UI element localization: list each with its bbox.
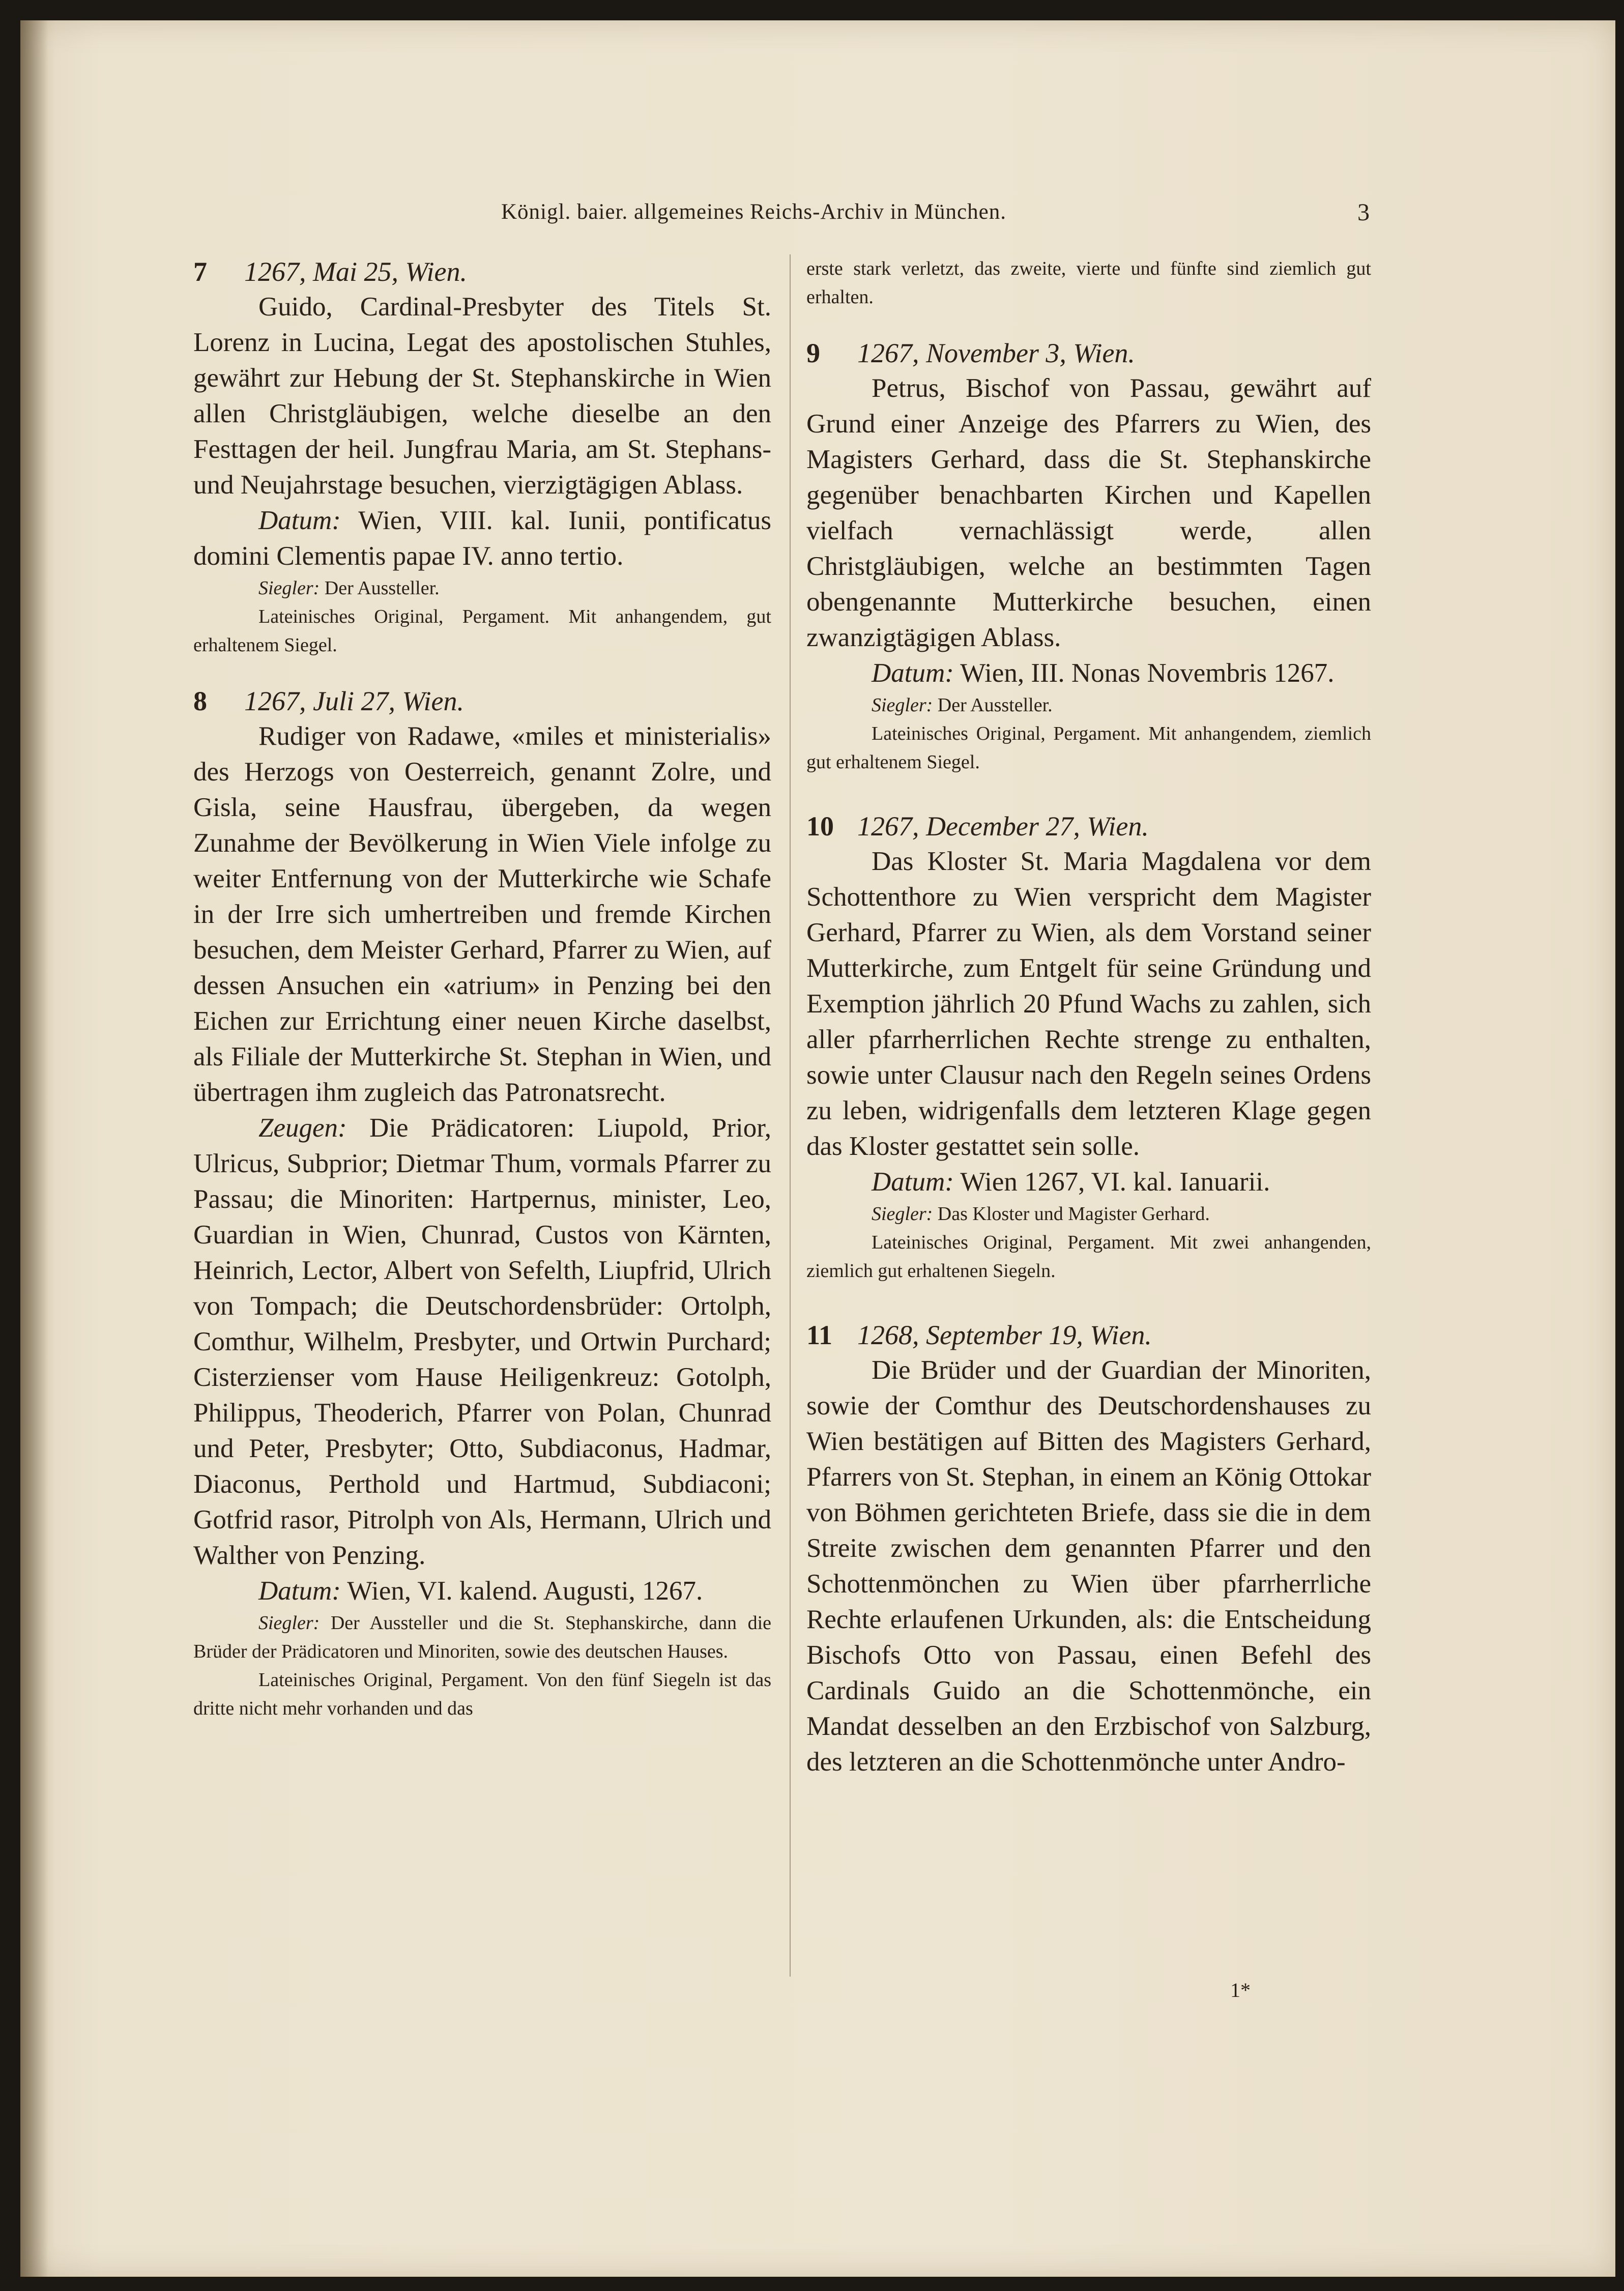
- entry-heading: [806, 336, 1371, 370]
- entry-note: Lateinisches Original, Pergament. Von den fünf Siegeln ist das dritte nicht mehr vorhanden und das: [193, 1669, 771, 1719]
- siegler-label: Siegler:: [258, 577, 320, 599]
- entry-heading: [193, 684, 771, 718]
- left-column: [193, 254, 771, 1723]
- datum-label: Datum:: [872, 658, 954, 688]
- entry-datum: [193, 1573, 771, 1609]
- datum-value: Wien, VIII. kal. Iunii, pontificatus domini Clementis papae IV. anno tertio.: [193, 506, 771, 571]
- datum-value: Wien, VI. kalend. Augusti, 1267.: [347, 1576, 703, 1606]
- entry-text: Guido, Cardinal-Presbyter des Titels St. Lorenz in Lucina, Legat des apostolischen Stuhles, gewährt zur Hebung der St. Stephanskirche in Wien allen Christgläubigen, welche dieselbe an den Festtagen der heil. Jungfrau Maria, am St. Stephans- und Neujahrstage besuchen, vierzigtägigen Ablass.: [193, 292, 771, 500]
- entry-siegler: [806, 691, 1371, 719]
- entry-text: Rudiger von Radawe, «miles et ministerialis» des Herzogs von Oesterreich, genannt Zolre, und Gisla, seine Hausfrau, übergeben, da wegen Zunahme der Bevölkerung in Wien Viele infolge zu weiter Entfernung von der Mutterkirche wie Schafe in der Irre sich umhertreiben und fremde Kirchen besuchen, dem Meister Gerhard, Pfarrer zu Wien, auf dessen Ansuchen ein «atrium» in Penzing bei den Eichen zur Errichtung einer neuen Kirche daselbst, als Filiale der Mutterkirche St. Stephan in Wien, und übertragen ihm zugleich das Patronatsrecht.: [193, 721, 771, 1107]
- siegler-value: Der Aussteller.: [937, 694, 1053, 716]
- entry-datum: [806, 655, 1371, 691]
- entry-text: Das Kloster St. Maria Magdalena vor dem Schottenthore zu Wien verspricht dem Magister Gerhard, Pfarrer zu Wien, als dem Vorstand seiner Mutterkirche, zum Entgelt für seine Gründung und Exemption jährlich 20 Pfund Wachs zu zahlen, sich aller pfarrherrlichen Rechte strenge zu enthalten, sowie unter Clausur nach den Regeln seines Ordens zu leben, widrigenfalls dem letzteren Klage gegen das Kloster gestattet sein solle.: [806, 847, 1371, 1161]
- siegler-value: Das Kloster und Magister Gerhard.: [937, 1203, 1210, 1225]
- datum-value: Wien 1267, VI. kal. Ianuarii.: [960, 1167, 1270, 1197]
- entry-heading: [193, 254, 771, 289]
- entry-note: Lateinisches Original, Pergament. Mit anhangendem, gut erhaltenem Siegel.: [193, 606, 771, 656]
- datum-label: Datum:: [258, 1576, 341, 1606]
- entry-text: Die Brüder und der Guardian der Minoriten, sowie der Comthur des Deutschordenshauses zu Wien bestätigen auf Bitten des Magisters Gerhard, Pfarrers von St. Stephan, in einem an König Ottokar von Böhmen gerichteten Briefe, dass sie die in dem Streite zwischen dem genannten Pfarrer und den Schottenmönchen zu Wien über pfarrherrliche Rechte erlaufenen Urkunden, als: die Entscheidung Bischofs Otto von Passau, einen Befehl des Cardinals Guido an die Schottenmönche, ein Mandat desselben an den Erzbischof von Salzburg, des letzteren an die Schottenmönche unter Andro-: [806, 1355, 1371, 1777]
- entry-zeugen: [193, 1110, 771, 1573]
- entry-date: 1267, Juli 27, Wien.: [244, 686, 464, 716]
- siegler-label: Siegler:: [258, 1612, 320, 1634]
- entry-date: 1267, November 3, Wien.: [857, 338, 1135, 368]
- entry-siegler: [193, 574, 771, 602]
- datum-value: Wien, III. Nonas Novembris 1267.: [960, 658, 1335, 688]
- zeugen-value: Die Prädicatoren: Liupold, Prior, Ulricus, Subprior; Dietmar Thum, vormals Pfarrer zu Passau; die Minoriten: Hartpernus, minister, Leo, Guardian in Wien, Chunrad, Custos von Kärnten, Heinrich, Lector, Albert von Sefelth, Liupfrid, Ulrich von Tompach; die Deutschordensbrüder: Ortolph, Comthur, Wilhelm, Presbyter, und Ortwin Purchard; Cisterzienser vom Hause Heiligenkreuz: Gotolph, Philippus, Theoderich, Pfarrer von Polan, Chunrad und Peter, Presbyter; Otto, Subdiaconus, Hadmar, Diaconus, Perthold und Hartmud, Subdiaconi; Gotfrid rasor, Pitrolph von Als, Hermann, Ulrich und Walther von Penzing.: [193, 1113, 771, 1570]
- page-number: 3: [1357, 199, 1370, 226]
- entry-number: 8: [193, 686, 207, 716]
- entry-number: 9: [806, 338, 820, 368]
- datum-label: Datum:: [872, 1167, 954, 1197]
- signature-mark: 1*: [1230, 1979, 1251, 2002]
- entry-note: Lateinisches Original, Pergament. Mit anhangendem, ziemlich gut erhaltenem Siegel.: [806, 723, 1371, 773]
- entry-heading: [806, 1318, 1371, 1352]
- entry-text: Petrus, Bischof von Passau, gewährt auf Grund einer Anzeige des Pfarrers zu Wien, des Magisters Gerhard, dass die St. Stephanskirche gegenüber benachbarten Kirchen und Kapellen vielfach vernachlässigt werde, allen Christgläubigen, welche an bestimmten Tagen obengenannte Mutterkirche besuchen, einen zwanzigtägigen Ablass.: [806, 373, 1371, 652]
- entry-note: Lateinisches Original, Pergament. Mit zwei anhangenden, ziemlich gut erhaltenen Siegeln.: [806, 1232, 1371, 1282]
- siegler-label: Siegler:: [872, 694, 933, 716]
- right-column: [806, 254, 1371, 1780]
- entry-datum: [193, 503, 771, 574]
- entry-number: 10: [806, 811, 834, 842]
- entry-siegler: [806, 1200, 1371, 1228]
- siegler-label: Siegler:: [872, 1203, 933, 1225]
- siegler-value: Der Aussteller und die St. Stephanskirche, dann die Brüder der Prädicatoren und Minoriten, sowie des deutschen Hauses.: [193, 1612, 771, 1662]
- entry-date: 1268, September 19, Wien.: [857, 1320, 1152, 1350]
- spine-shadow: [20, 20, 48, 2277]
- entry-number: 11: [806, 1320, 833, 1350]
- column-divider: [790, 254, 791, 1977]
- datum-label: Datum:: [258, 506, 341, 535]
- entry-siegler: [193, 1609, 771, 1666]
- entry-date: 1267, December 27, Wien.: [857, 811, 1149, 842]
- siegler-value: Der Aussteller.: [324, 577, 440, 599]
- entry-datum: [806, 1164, 1371, 1200]
- running-head: Königl. baier. allgemeines Reichs-Archiv in München.: [501, 200, 1006, 224]
- continuation-note: erste stark verletzt, das zweite, vierte und fünfte sind ziemlich gut erhalten.: [806, 258, 1371, 308]
- entry-heading: [806, 809, 1371, 844]
- zeugen-label: Zeugen:: [258, 1113, 347, 1143]
- entry-date: 1267, Mai 25, Wien.: [244, 256, 467, 287]
- entry-number: 7: [193, 256, 207, 287]
